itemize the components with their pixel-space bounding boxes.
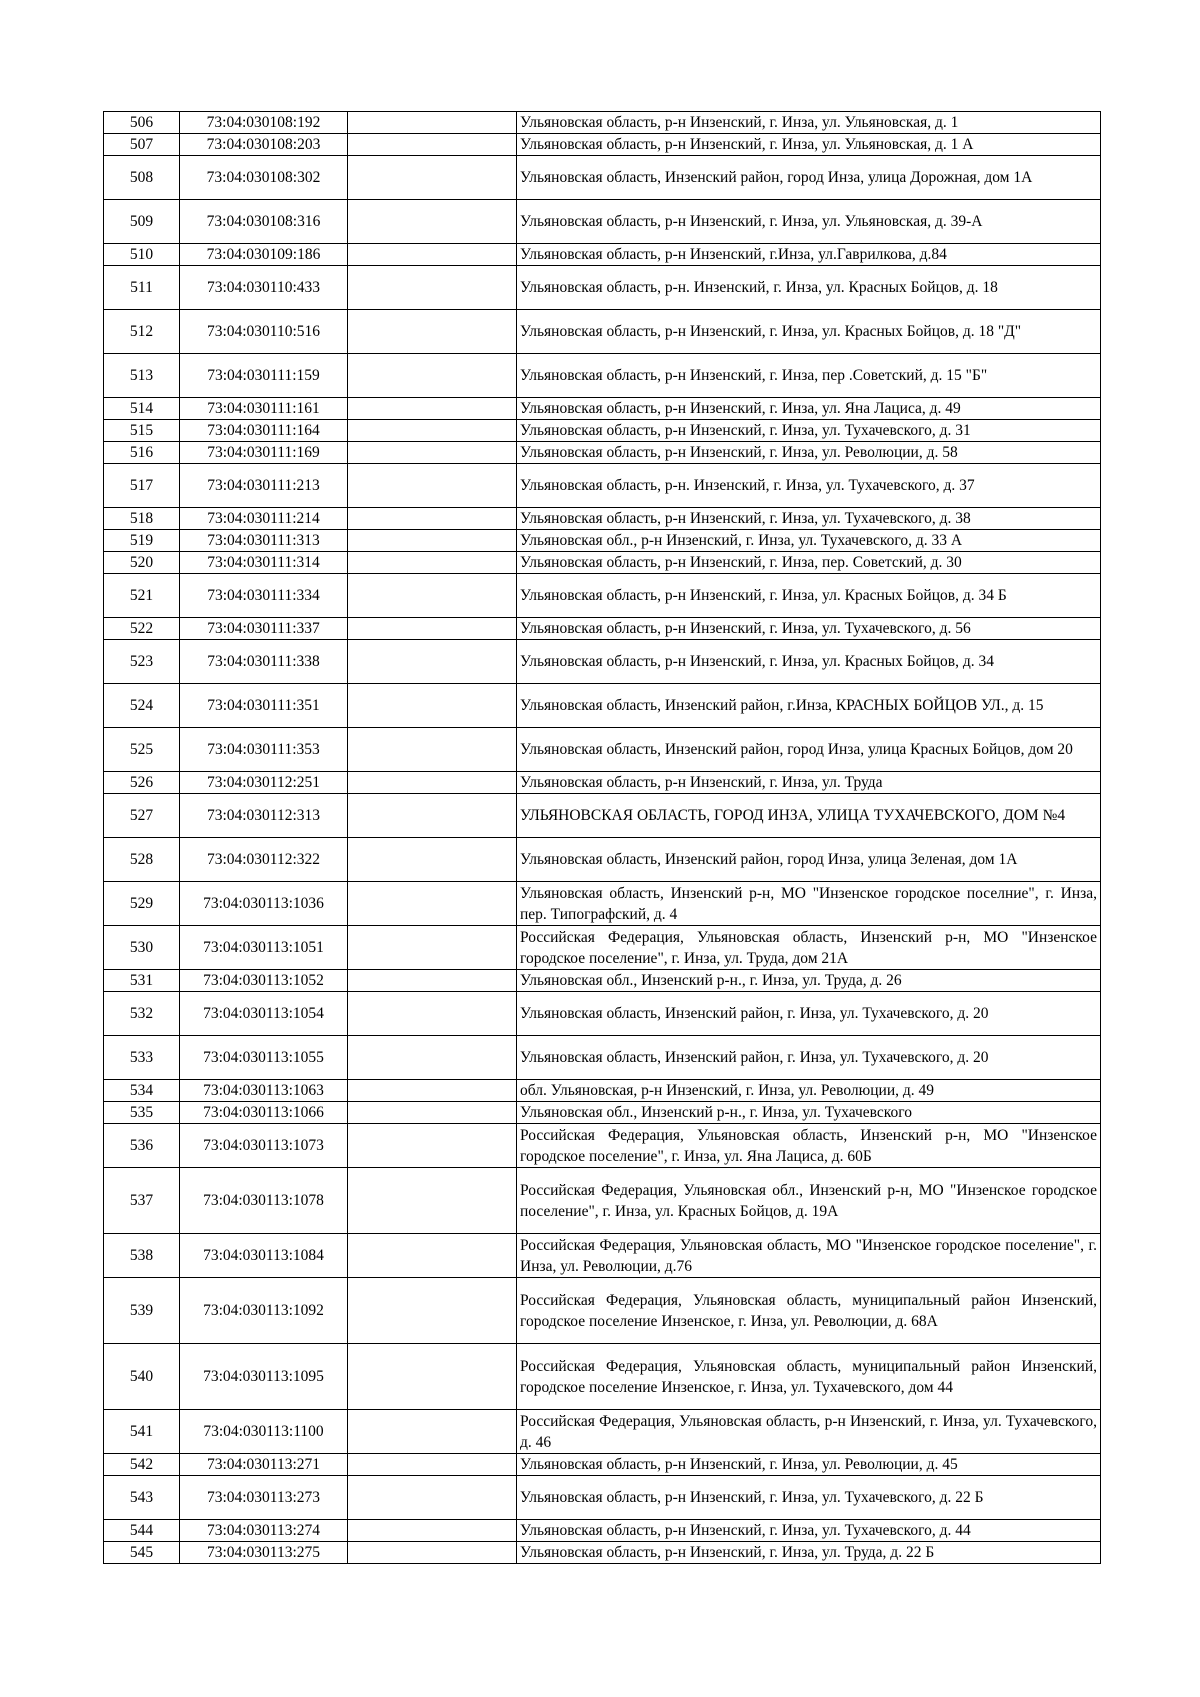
cadastral-number-cell: 73:04:030110:433: [180, 266, 348, 310]
empty-cell: [348, 1454, 517, 1476]
table-row: [104, 1080, 1101, 1102]
table-row: [104, 1344, 1101, 1410]
empty-cell: [348, 398, 517, 420]
cadastral-number-cell: 73:04:030113:1078: [180, 1168, 348, 1234]
table-row: [104, 442, 1101, 464]
cadastral-number-cell: 73:04:030112:313: [180, 794, 348, 838]
row-number-cell: 516: [104, 442, 180, 464]
row-number-cell: 538: [104, 1234, 180, 1278]
empty-cell: [348, 574, 517, 618]
empty-cell: [348, 156, 517, 200]
row-number-cell: 511: [104, 266, 180, 310]
table-row: [104, 354, 1101, 398]
table-row: [104, 420, 1101, 442]
cadastral-number-cell: 73:04:030113:1095: [180, 1344, 348, 1410]
cadastral-number-cell: 73:04:030111:314: [180, 552, 348, 574]
cadastral-number-cell: 73:04:030113:1051: [180, 926, 348, 970]
table-row: [104, 1124, 1101, 1168]
address-cell: Ульяновская обл., Инзенский р-н., г. Инза, ул. Труда, д. 26: [517, 970, 1101, 992]
row-number-cell: 521: [104, 574, 180, 618]
empty-cell: [348, 1234, 517, 1278]
table-row: [104, 728, 1101, 772]
empty-cell: [348, 354, 517, 398]
address-cell: Ульяновская область, Инзенский район, г.Инза, КРАСНЫХ БОЙЦОВ УЛ., д. 15: [517, 684, 1101, 728]
empty-cell: [348, 1168, 517, 1234]
cadastral-number-cell: 73:04:030113:1073: [180, 1124, 348, 1168]
address-cell: Ульяновская область, Инзенский р-н, МО "Инзенское городское поселние", г. Инза, пер. Типографский, д. 4: [517, 882, 1101, 926]
table-row: [104, 684, 1101, 728]
table-row: [104, 1036, 1101, 1080]
row-number-cell: 528: [104, 838, 180, 882]
cadastral-number-cell: 73:04:030112:251: [180, 772, 348, 794]
table-row: [104, 530, 1101, 552]
row-number-cell: 520: [104, 552, 180, 574]
empty-cell: [348, 618, 517, 640]
address-cell: Ульяновская область, р-н Инзенский, г. Инза, ул. Красных Бойцов, д. 34 Б: [517, 574, 1101, 618]
row-number-cell: 530: [104, 926, 180, 970]
row-number-cell: 525: [104, 728, 180, 772]
row-number-cell: 509: [104, 200, 180, 244]
table-row: [104, 156, 1101, 200]
table-row: [104, 508, 1101, 530]
empty-cell: [348, 1520, 517, 1542]
empty-cell: [348, 992, 517, 1036]
cadastral-number-cell: 73:04:030113:273: [180, 1476, 348, 1520]
address-cell: Ульяновская область, р-н Инзенский, г. Инза, ул. Ульяновская, д. 1: [517, 112, 1101, 134]
property-registry-table: [103, 111, 1101, 1564]
cadastral-number-cell: 73:04:030113:1066: [180, 1102, 348, 1124]
row-number-cell: 523: [104, 640, 180, 684]
cadastral-number-cell: 73:04:030111:337: [180, 618, 348, 640]
table-row: [104, 640, 1101, 684]
table-row: [104, 464, 1101, 508]
address-cell: Ульяновская область, Инзенский район, город Инза, улица Красных Бойцов, дом 20: [517, 728, 1101, 772]
row-number-cell: 542: [104, 1454, 180, 1476]
empty-cell: [348, 926, 517, 970]
cadastral-number-cell: 73:04:030109:186: [180, 244, 348, 266]
address-cell: обл. Ульяновская, р-н Инзенский, г. Инза, ул. Революции, д. 49: [517, 1080, 1101, 1102]
table-row: [104, 1234, 1101, 1278]
address-cell: Ульяновская область, р-н Инзенский, г. Инза, ул. Труда: [517, 772, 1101, 794]
table-row: [104, 574, 1101, 618]
empty-cell: [348, 508, 517, 530]
table-row: [104, 310, 1101, 354]
empty-cell: [348, 684, 517, 728]
address-cell: Ульяновская обл., Инзенский р-н., г. Инза, ул. Тухачевского: [517, 1102, 1101, 1124]
row-number-cell: 537: [104, 1168, 180, 1234]
table-row: [104, 838, 1101, 882]
empty-cell: [348, 728, 517, 772]
row-number-cell: 532: [104, 992, 180, 1036]
address-cell: Ульяновская область, р-н Инзенский, г. Инза, ул. Тухачевского, д. 38: [517, 508, 1101, 530]
row-number-cell: 515: [104, 420, 180, 442]
empty-cell: [348, 266, 517, 310]
table-row: [104, 1102, 1101, 1124]
cadastral-number-cell: 73:04:030108:203: [180, 134, 348, 156]
table-row: [104, 244, 1101, 266]
empty-cell: [348, 310, 517, 354]
address-cell: Российская Федерация, Ульяновская обл., Инзенский р-н, МО "Инзенское городское поселение", г. Инза, ул. Красных Бойцов, д. 19А: [517, 1168, 1101, 1234]
address-cell: Ульяновская область, р-н Инзенский, г. Инза, ул. Тухачевского, д. 56: [517, 618, 1101, 640]
table-row: [104, 134, 1101, 156]
address-cell: Ульяновская область, р-н Инзенский, г. Инза, ул. Труда, д. 22 Б: [517, 1542, 1101, 1564]
table-row: [104, 1454, 1101, 1476]
table-row: [104, 926, 1101, 970]
empty-cell: [348, 882, 517, 926]
row-number-cell: 508: [104, 156, 180, 200]
table-row: [104, 618, 1101, 640]
empty-cell: [348, 200, 517, 244]
empty-cell: [348, 552, 517, 574]
address-cell: Ульяновская область, р-н Инзенский, г. Инза, ул. Революции, д. 58: [517, 442, 1101, 464]
table-row: [104, 772, 1101, 794]
empty-cell: [348, 1542, 517, 1564]
table-row: [104, 1410, 1101, 1454]
row-number-cell: 539: [104, 1278, 180, 1344]
cadastral-number-cell: 73:04:030108:192: [180, 112, 348, 134]
row-number-cell: 510: [104, 244, 180, 266]
empty-cell: [348, 112, 517, 134]
address-cell: Российская Федерация, Ульяновская область, МО "Инзенское городское поселение", г. Инза, ул. Революции, д.76: [517, 1234, 1101, 1278]
empty-cell: [348, 1278, 517, 1344]
row-number-cell: 513: [104, 354, 180, 398]
row-number-cell: 507: [104, 134, 180, 156]
row-number-cell: 544: [104, 1520, 180, 1542]
table-row: [104, 112, 1101, 134]
cadastral-number-cell: 73:04:030113:1100: [180, 1410, 348, 1454]
address-cell: Ульяновская область, р-н Инзенский, г. Инза, ул. Красных Бойцов, д. 18 "Д": [517, 310, 1101, 354]
address-cell: Ульяновская область, р-н Инзенский, г. Инза, пер. Советский, д. 30: [517, 552, 1101, 574]
row-number-cell: 526: [104, 772, 180, 794]
row-number-cell: 522: [104, 618, 180, 640]
empty-cell: [348, 420, 517, 442]
row-number-cell: 540: [104, 1344, 180, 1410]
address-cell: Ульяновская область, Инзенский район, г. Инза, ул. Тухачевского, д. 20: [517, 1036, 1101, 1080]
address-cell: Российская Федерация, Ульяновская область, Инзенский р-н, МО "Инзенское городское поселение", г. Инза, ул. Труда, дом 21А: [517, 926, 1101, 970]
cadastral-number-cell: 73:04:030111:338: [180, 640, 348, 684]
table-row: [104, 1278, 1101, 1344]
empty-cell: [348, 794, 517, 838]
table-row: [104, 992, 1101, 1036]
address-cell: Российская Федерация, Ульяновская область, муниципальный район Инзенский, городское поселение Инзенское, г. Инза, ул. Тухачевского, дом 44: [517, 1344, 1101, 1410]
address-cell: Российская Федерация, Ульяновская область, Инзенский р-н, МО "Инзенское городское поселение", г. Инза, ул. Яна Лациса, д. 60Б: [517, 1124, 1101, 1168]
registry-table-body: [104, 112, 1101, 1564]
row-number-cell: 534: [104, 1080, 180, 1102]
table-row: [104, 1168, 1101, 1234]
cadastral-number-cell: 73:04:030108:316: [180, 200, 348, 244]
cadastral-number-cell: 73:04:030113:1084: [180, 1234, 348, 1278]
table-row: [104, 1476, 1101, 1520]
cadastral-number-cell: 73:04:030113:1092: [180, 1278, 348, 1344]
table-row: [104, 1520, 1101, 1542]
row-number-cell: 536: [104, 1124, 180, 1168]
cadastral-number-cell: 73:04:030111:161: [180, 398, 348, 420]
table-row: [104, 794, 1101, 838]
empty-cell: [348, 1036, 517, 1080]
empty-cell: [348, 464, 517, 508]
empty-cell: [348, 1476, 517, 1520]
cadastral-number-cell: 73:04:030108:302: [180, 156, 348, 200]
row-number-cell: 545: [104, 1542, 180, 1564]
table-row: [104, 1542, 1101, 1564]
cadastral-number-cell: 73:04:030113:1052: [180, 970, 348, 992]
cadastral-number-cell: 73:04:030111:213: [180, 464, 348, 508]
cadastral-number-cell: 73:04:030111:353: [180, 728, 348, 772]
address-cell: Ульяновская область, р-н Инзенский, г. Инза, ул. Революции, д. 45: [517, 1454, 1101, 1476]
cadastral-number-cell: 73:04:030110:516: [180, 310, 348, 354]
address-cell: Ульяновская область, р-н Инзенский, г. Инза, ул. Красных Бойцов, д. 34: [517, 640, 1101, 684]
row-number-cell: 529: [104, 882, 180, 926]
address-cell: Ульяновская область, Инзенский район, город Инза, улица Зеленая, дом 1А: [517, 838, 1101, 882]
row-number-cell: 524: [104, 684, 180, 728]
row-number-cell: 506: [104, 112, 180, 134]
row-number-cell: 535: [104, 1102, 180, 1124]
table-row: [104, 552, 1101, 574]
empty-cell: [348, 1124, 517, 1168]
empty-cell: [348, 838, 517, 882]
row-number-cell: 514: [104, 398, 180, 420]
table-row: [104, 266, 1101, 310]
cadastral-number-cell: 73:04:030113:271: [180, 1454, 348, 1476]
row-number-cell: 533: [104, 1036, 180, 1080]
cadastral-number-cell: 73:04:030111:214: [180, 508, 348, 530]
row-number-cell: 519: [104, 530, 180, 552]
empty-cell: [348, 970, 517, 992]
table-row: [104, 200, 1101, 244]
empty-cell: [348, 530, 517, 552]
table-row: [104, 882, 1101, 926]
row-number-cell: 518: [104, 508, 180, 530]
address-cell: Ульяновская область, Инзенский район, город Инза, улица Дорожная, дом 1А: [517, 156, 1101, 200]
address-cell: Ульяновская область, р-н Инзенский, г. Инза, ул. Тухачевского, д. 22 Б: [517, 1476, 1101, 1520]
empty-cell: [348, 1080, 517, 1102]
address-cell: Ульяновская область, р-н Инзенский, г. Инза, ул. Ульяновская, д. 1 А: [517, 134, 1101, 156]
table-row: [104, 398, 1101, 420]
empty-cell: [348, 1410, 517, 1454]
cadastral-number-cell: 73:04:030113:1054: [180, 992, 348, 1036]
cadastral-number-cell: 73:04:030113:1055: [180, 1036, 348, 1080]
cadastral-number-cell: 73:04:030111:159: [180, 354, 348, 398]
address-cell: Ульяновская обл., р-н Инзенский, г. Инза, ул. Тухачевского, д. 33 А: [517, 530, 1101, 552]
cadastral-number-cell: 73:04:030113:274: [180, 1520, 348, 1542]
address-cell: Ульяновская область, р-н Инзенский, г. Инза, ул. Тухачевского, д. 44: [517, 1520, 1101, 1542]
cadastral-number-cell: 73:04:030111:164: [180, 420, 348, 442]
row-number-cell: 527: [104, 794, 180, 838]
row-number-cell: 543: [104, 1476, 180, 1520]
address-cell: УЛЬЯНОВСКАЯ ОБЛАСТЬ, ГОРОД ИНЗА, УЛИЦА ТУХАЧЕВСКОГО, ДОМ №4: [517, 794, 1101, 838]
empty-cell: [348, 772, 517, 794]
empty-cell: [348, 442, 517, 464]
empty-cell: [348, 244, 517, 266]
row-number-cell: 517: [104, 464, 180, 508]
address-cell: Ульяновская область, р-н Инзенский, г. Инза, пер .Советский, д. 15 "Б": [517, 354, 1101, 398]
empty-cell: [348, 1102, 517, 1124]
row-number-cell: 541: [104, 1410, 180, 1454]
cadastral-number-cell: 73:04:030113:275: [180, 1542, 348, 1564]
address-cell: Ульяновская область, р-н Инзенский, г.Инза, ул.Гаврилкова, д.84: [517, 244, 1101, 266]
empty-cell: [348, 134, 517, 156]
cadastral-number-cell: 73:04:030111:334: [180, 574, 348, 618]
cadastral-number-cell: 73:04:030113:1036: [180, 882, 348, 926]
address-cell: Российская Федерация, Ульяновская область, р-н Инзенский, г. Инза, ул. Тухачевского, д. 46: [517, 1410, 1101, 1454]
address-cell: Ульяновская область, р-н Инзенский, г. Инза, ул. Яна Лациса, д. 49: [517, 398, 1101, 420]
row-number-cell: 512: [104, 310, 180, 354]
row-number-cell: 531: [104, 970, 180, 992]
address-cell: Российская Федерация, Ульяновская область, муниципальный район Инзенский, городское поселение Инзенское, г. Инза, ул. Революции, д. 68А: [517, 1278, 1101, 1344]
address-cell: Ульяновская область, р-н. Инзенский, г. Инза, ул. Тухачевского, д. 37: [517, 464, 1101, 508]
address-cell: Ульяновская область, р-н Инзенский, г. Инза, ул. Ульяновская, д. 39-А: [517, 200, 1101, 244]
empty-cell: [348, 640, 517, 684]
address-cell: Ульяновская область, р-н. Инзенский, г. Инза, ул. Красных Бойцов, д. 18: [517, 266, 1101, 310]
cadastral-number-cell: 73:04:030112:322: [180, 838, 348, 882]
cadastral-number-cell: 73:04:030111:313: [180, 530, 348, 552]
empty-cell: [348, 1344, 517, 1410]
address-cell: Ульяновская область, Инзенский район, г. Инза, ул. Тухачевского, д. 20: [517, 992, 1101, 1036]
cadastral-number-cell: 73:04:030111:351: [180, 684, 348, 728]
cadastral-number-cell: 73:04:030113:1063: [180, 1080, 348, 1102]
table-row: [104, 970, 1101, 992]
address-cell: Ульяновская область, р-н Инзенский, г. Инза, ул. Тухачевского, д. 31: [517, 420, 1101, 442]
cadastral-number-cell: 73:04:030111:169: [180, 442, 348, 464]
